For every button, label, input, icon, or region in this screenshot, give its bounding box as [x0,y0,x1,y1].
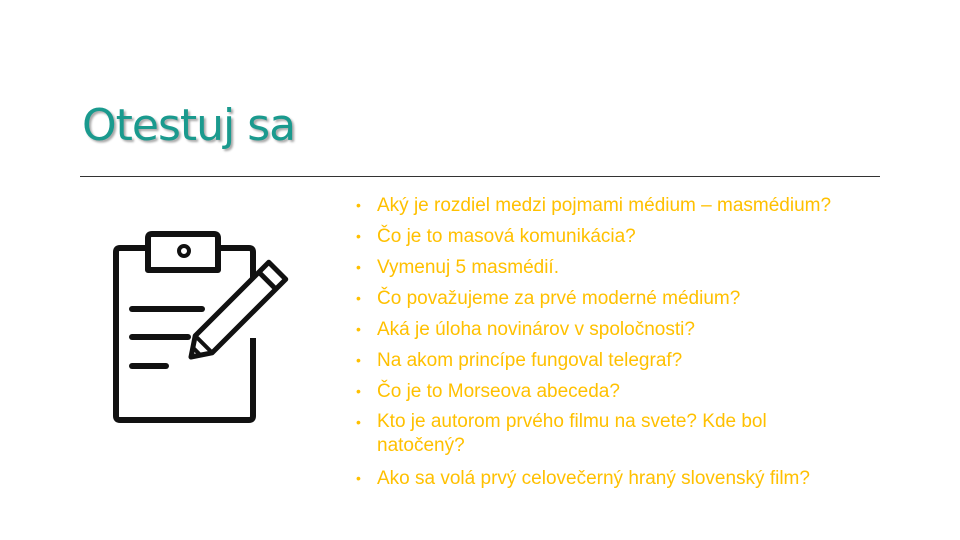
question-text: Na akom princípe fungoval telegraf? [377,350,683,371]
question-item [356,221,936,252]
bullet-icon: • [356,290,361,306]
bullet-icon: • [356,383,361,399]
question-item [356,376,936,407]
question-text: Vymenuj 5 masmédií. [377,257,559,278]
slide-title: Otestuj sa [82,100,296,151]
question-text: Čo je to masová komunikácia? [377,226,636,247]
question-item [356,314,936,345]
question-text: Ako sa volá prvý celovečerný hraný slovenský film? [377,468,810,489]
question-item [356,190,936,221]
bullet-icon: • [356,321,361,337]
question-text: Čo je to Morseova abeceda? [377,381,620,402]
bullet-icon: • [356,470,361,486]
question-item [356,345,936,376]
bullet-icon: • [356,228,361,244]
question-item [356,252,936,283]
question-text: Kto je autorom prvého filmu na svete? Kde bol natočený? [377,411,767,456]
question-text: Aký je rozdiel medzi pojmami médium – masmédium? [377,195,832,216]
question-text: Aká je úloha novinárov v spoločnosti? [377,319,695,340]
bullet-icon: • [356,197,361,213]
question-item [356,463,936,494]
questions-list [356,190,936,494]
title-divider [80,176,880,177]
bullet-icon: • [356,414,361,430]
question-item [356,283,936,314]
bullet-icon: • [356,259,361,275]
question-item [356,407,936,463]
question-text: Čo považujeme za prvé moderné médium? [377,288,741,309]
clipboard-pencil-icon [104,226,294,426]
bullet-icon: • [356,352,361,368]
